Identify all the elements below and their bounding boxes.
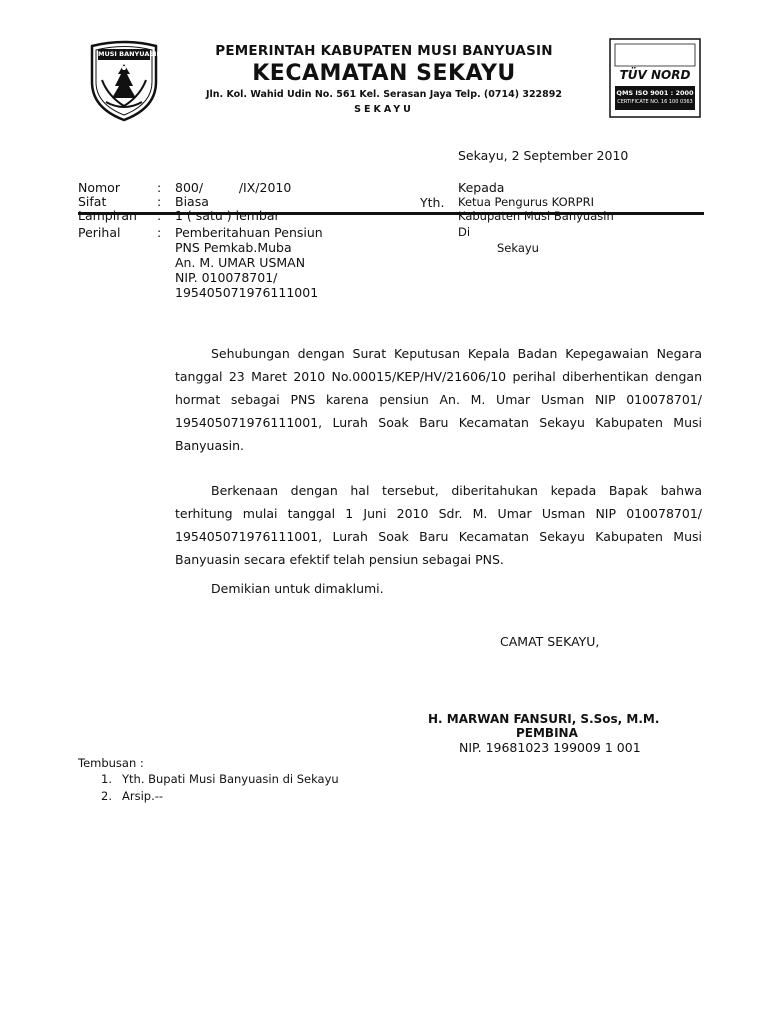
lampiran-value: 1 ( satu ) lembar: [175, 208, 280, 223]
emblem-label: MUSI BANYUASIN: [98, 50, 162, 58]
body-paragraph-2: [175, 479, 702, 571]
tuv-brand-text: TÜV NORD: [619, 68, 691, 82]
sifat-value: Biasa: [175, 194, 209, 209]
paragraph-2-text: Berkenaan dengan hal tersebut, diberitahukan kepada Bapak bahwa terhitung mulai tanggal 1 Juni 2010 Sdr. M. Umar Usman NIP 010078701/ 195405071976111001, Lurah Soak Baru Kecamatan Sekayu Kabupaten Musi Banyuasin secara efektif telah pensiun sebagai PNS.: [175, 483, 702, 567]
iso-standard-text: QMS ISO 9001 : 2000: [616, 89, 694, 97]
body-paragraph-1: [175, 342, 702, 457]
nomor-colon: :: [157, 180, 162, 195]
signatory-rank: PEMBINA: [516, 726, 578, 740]
lampiran-label: Lampiran: [78, 208, 137, 223]
office-city: SEKAYU: [354, 104, 414, 115]
closing-sentence: Demikian untuk dimaklumi.: [211, 581, 384, 596]
nomor-value: 800/ /IX/2010: [175, 180, 292, 195]
nomor-label: Nomor: [78, 180, 120, 195]
certificate-number-text: CERTIFICATE NO. 16 100 0363: [617, 99, 693, 105]
perihal-line: An. M. UMAR USMAN: [175, 255, 306, 270]
sifat-colon: :: [157, 194, 162, 209]
tembusan-item-text: Arsip.--: [122, 789, 164, 803]
recipient-kepada: Kepada: [458, 180, 505, 195]
recipient-city: Sekayu: [497, 241, 539, 255]
signatory-nip: NIP. 19681023 199009 1 001: [459, 740, 641, 755]
recipient-line-1: Ketua Pengurus KORPRI: [458, 195, 594, 209]
perihal-label: Perihal: [78, 225, 121, 240]
tembusan-item-text: Yth. Bupati Musi Banyuasin di Sekayu: [122, 772, 339, 786]
perihal-colon: :: [157, 225, 162, 240]
perihal-line: Pemberitahuan Pensiun: [175, 225, 323, 240]
letter-date: Sekayu, 2 September 2010: [458, 148, 629, 163]
sifat-label: Sifat: [78, 194, 107, 209]
signatory-name: H. MARWAN FANSURI, S.Sos, M.M.: [428, 712, 660, 726]
tembusan-label: Tembusan :: [78, 756, 144, 770]
tembusan-item-number: 2.: [101, 789, 112, 803]
tembusan-item-number: 1.: [101, 772, 112, 786]
horizontal-rule: [78, 212, 704, 215]
recipient-di: Di: [458, 225, 471, 239]
office-address: Jln. Kol. Wahid Udin No. 561 Kel. Serasan Jaya Telp. (0714) 322892: [205, 89, 563, 100]
recipient-line-2: Kabupaten Musi Banyuasin: [458, 209, 614, 223]
lampiran-colon: :: [157, 208, 162, 223]
government-name: PEMERINTAH KABUPATEN MUSI BANYUASIN: [215, 43, 553, 59]
perihal-line: PNS Pemkab.Muba: [175, 240, 292, 255]
perihal-line: NIP. 010078701/: [175, 270, 278, 285]
yth-label: Yth.: [420, 195, 445, 210]
district-name: KECAMATAN SEKAYU: [252, 61, 516, 86]
signature-title: CAMAT SEKAYU,: [500, 634, 600, 649]
paragraph-1-text: Sehubungan dengan Surat Keputusan Kepala Badan Kepegawaian Negara tanggal 23 Maret 2010 No.00015/KEP/HV/21606/10 perihal diberhentikan dengan hormat sebagai PNS karena pensiun An. M. Umar Usman NIP 010078701/ 195405071976111001, Lurah Soak Baru Kecamatan Sekayu Kabupaten Musi Banyuasin.: [175, 346, 702, 453]
perihal-line: 195405071976111001: [175, 285, 319, 300]
